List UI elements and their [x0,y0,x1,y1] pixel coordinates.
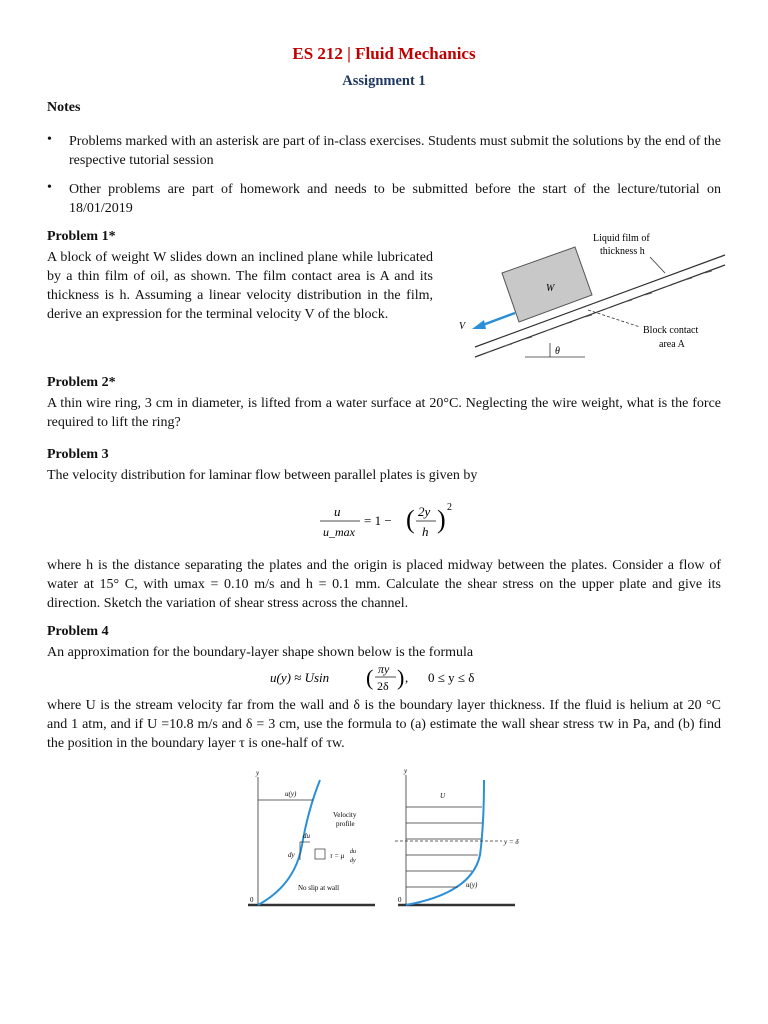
bullet-icon: • [47,180,52,195]
shear-stress-diagram [248,769,375,905]
boundary-layer-equation [268,660,508,696]
comma: , [405,670,409,685]
fraction-numerator: 2y [418,504,431,519]
note-item: Problems marked with an asterisk are part of in-class exercises. Students must submit the solutions by the end of the respective tutorial session [69,134,721,168]
problem3-heading: Problem 3 [47,447,109,462]
tau-dy: dy [350,858,356,864]
equation-numerator-u: u [334,504,341,519]
tau-label: τ = μ [330,852,345,860]
problem2-heading: Problem 2* [47,375,116,390]
problem1-heading: Problem 1* [47,229,116,244]
y-axis-label: y [404,767,408,775]
tau-du: du [350,849,356,855]
no-slip-label: No slip at wall [298,884,340,892]
origin-label: 0 [398,896,402,904]
problem4-intro: An approximation for the boundary-layer shape shown below is the formula [47,645,474,660]
uy-label: u(y) [285,790,297,798]
velocity-arrow [480,313,515,326]
note-item: Other problems are part of homework and needs to be submitted before the start of the lecture/tutorial on 18/01/2019 [69,182,721,216]
equation-range: 0 ≤ y ≤ δ [428,670,475,685]
inclined-block-figure [440,225,730,365]
uy-label: u(y) [466,881,478,889]
velocity-profile-label-2: profile [336,820,355,828]
problem4-heading: Problem 4 [47,624,109,639]
bullet-icon: • [47,132,52,147]
problem3-intro: The velocity distribution for laminar flow between parallel plates is given by [47,468,478,483]
velocity-equation [318,498,458,546]
film-label-line2: thickness h [600,246,645,257]
velocity-label: V [459,321,466,332]
boundary-layer-figure [240,765,540,915]
arrowhead-icon [472,320,486,329]
contact-label-line1: Block contact [643,325,699,336]
du-label: du [303,832,310,840]
dy-label: dy [288,851,295,859]
block-weight-label: W [546,283,555,294]
problem1-text: A block of weight W slides down an inclined plane while lubricated by a thin film of oil, as shown. The film contact area is A and its thickness is h. Assuming a linear velocity distribution in the film, derive an expression for the terminal velocity V of the block. [47,250,433,322]
film-label-line1: Liquid film of [593,233,650,244]
fraction-denominator: 2δ [377,679,389,693]
freestream-label: U [440,792,446,800]
angle-label: θ [555,346,560,357]
equation-lhs: u(y) ≈ Usin [270,670,330,685]
delta-label: y = δ [504,838,519,846]
notes-heading: Notes [47,100,81,115]
fluid-element [315,849,325,859]
problem4-text: where U is the stream velocity far from the wall and δ is the boundary layer thickness. If the fluid is helium at 20 °C and 1 atm, and if U =10.8 m/s and δ = 3 cm, use the formula to (a) estimate the wall shear stress τw in Pa, and (b) find the position in the boundary layer τ is one-half of τw. [47,698,721,751]
right-paren: ) [437,505,446,534]
left-paren: ( [406,505,415,534]
problem2-text: A thin wire ring, 3 cm in diameter, is lifted from a water surface at 20°C. Neglecting the wire weight, what is the force required to lift the ring? [47,396,721,430]
exponent: 2 [447,502,452,513]
document-subtitle: Assignment 1 [342,73,426,89]
origin-label: 0 [250,896,254,904]
equation-denominator-umax: u_max [323,525,355,539]
fraction-denominator: h [422,524,429,539]
problem3-text: where h is the distance separating the plates and the origin is placed midway between the plates. Consider a flow of water at 15° C, with umax = 0.10 m/s and h = 0.1 mm. Calculate the shear stress on the upper plate and give its direction. Sketch the variation of shear stress across the channel. [47,558,721,611]
left-paren: ( [366,665,374,690]
film-leader-line [650,257,665,273]
equation-rhs-prefix: = 1 − [364,513,392,528]
fraction-numerator: πy [378,662,390,676]
document-title: ES 212 | Fluid Mechanics [292,44,476,63]
boundary-layer-diagram [395,767,519,905]
velocity-profile-label-1: Velocity [333,811,357,819]
contact-label-line2: area A [659,339,685,350]
right-paren: ) [397,665,405,690]
y-axis-label: y [256,769,260,777]
